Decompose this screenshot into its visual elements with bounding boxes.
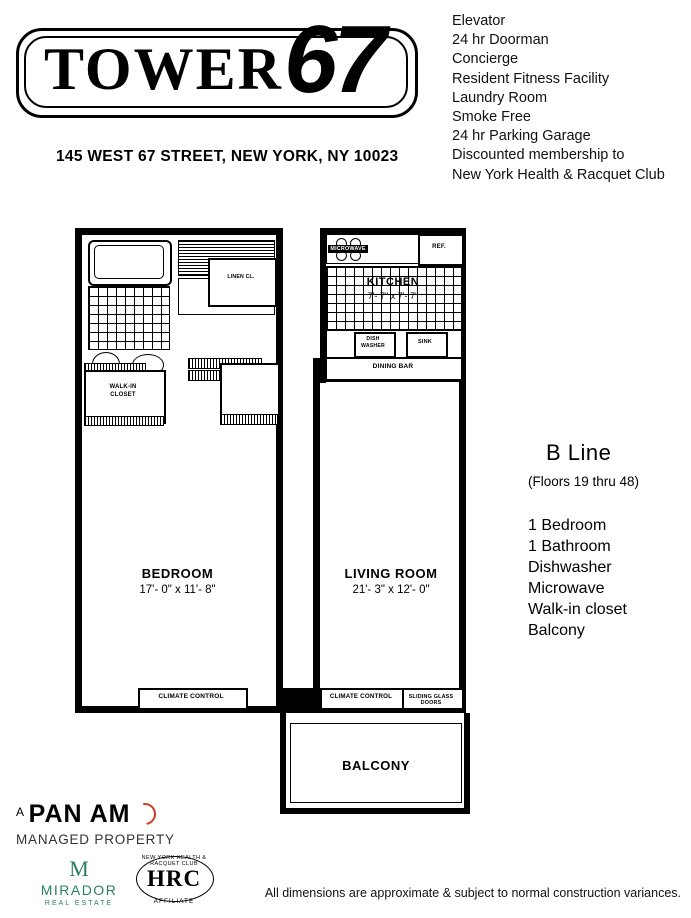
brand-header: [10, 6, 430, 165]
line-floors: (Floors 19 thru 48): [528, 474, 640, 489]
line-title: B Line: [546, 440, 612, 465]
wall-corridor-block: [276, 688, 320, 713]
microwave-label: MICROWAVE: [328, 245, 368, 253]
hrc-letters: HRC: [146, 866, 202, 891]
panam-a-letter: A: [16, 805, 25, 819]
amenity-item: Concierge: [452, 51, 519, 68]
living-room-dims: 21'- 3" x 12'- 0": [352, 584, 430, 596]
amenity-item: Laundry Room: [452, 89, 548, 106]
hrc-arc-text: NEW YORK HEALTH & RACQUET CLUB: [141, 855, 207, 867]
kitchen-sink-label: SINK: [418, 339, 432, 345]
dishwasher-label-2: WASHER: [361, 343, 385, 349]
amenity-item: 24 hr Parking Garage: [452, 128, 591, 145]
line-features-list: [528, 515, 688, 641]
balcony-label: [285, 758, 467, 773]
unit-line-info: [528, 440, 688, 641]
wall-living-left: [313, 358, 320, 713]
linen-closet-label: LINEN CL.: [227, 274, 255, 280]
living-room-label: [320, 566, 462, 596]
bedroom-name: BEDROOM: [141, 566, 214, 581]
mirador-logo: [34, 858, 124, 907]
hrc-logo: [126, 854, 222, 912]
amenity-item: Discounted membership to: [452, 147, 625, 164]
amenities-list: [452, 12, 688, 185]
feature-item: Dishwasher: [528, 559, 612, 576]
bedroom-label: [80, 566, 275, 596]
foyer-hatch-3: [220, 414, 278, 425]
logo-wordmark: TOWER: [44, 36, 283, 102]
building-address: 145 WEST 67 STREET, NEW YORK, NY 10023: [56, 148, 399, 165]
managed-property-text: MANAGED PROPERTY: [16, 832, 175, 847]
feature-item: Walk-in closet: [528, 601, 627, 618]
disclaimer-text: All dimensions are approximate & subject to normal construction variances.: [264, 886, 681, 900]
bathroom-floor-tile: [88, 286, 170, 350]
dining-bar-label: DINING BAR: [372, 363, 414, 370]
balcony-wall-bottom: [280, 808, 470, 814]
mirador-subtitle: REAL ESTATE: [44, 900, 114, 907]
kitchen-name: KITCHEN: [366, 276, 420, 288]
amenity-item: Smoke Free: [452, 109, 531, 126]
kitchen-sink-box: [406, 332, 448, 358]
feature-item: 1 Bathroom: [528, 538, 611, 555]
wall-left-outer: [75, 228, 82, 713]
climate-control-bedroom-label: CLIMATE CONTROL: [158, 693, 224, 700]
feature-item: 1 Bedroom: [528, 517, 607, 534]
linen-closet-box: [208, 258, 277, 307]
walkin-closet-label-1: WALK-IN: [109, 384, 137, 390]
amenity-item: Resident Fitness Facility: [452, 70, 610, 87]
bedroom-dims: 17'- 0" x 11'- 8": [139, 584, 216, 596]
kitchen-dims: 7'- 7" x 7'- 7": [367, 291, 419, 301]
panam-logo: [16, 800, 276, 830]
wall-bedroom-right-lower: [276, 388, 283, 713]
walkin-closet-label-2: CLOSET: [110, 392, 136, 398]
sliding-glass-doors-label: SLIDING GLASS DOORS: [408, 694, 454, 706]
bathtub-inner: [94, 245, 164, 279]
wall-top-left: [75, 228, 283, 235]
balcony-name: BALCONY: [342, 758, 410, 773]
dishwasher-label-1: DISH: [366, 336, 380, 342]
kitchen-label: [326, 276, 460, 301]
feature-item: Microwave: [528, 580, 605, 597]
footer-brands: [16, 800, 276, 907]
climate-control-living-label: CLIMATE CONTROL: [329, 693, 393, 700]
mirador-name: MIRADOR: [40, 882, 118, 898]
panam-wordmark: PAN AM: [28, 800, 131, 828]
amenity-item: 24 hr Doorman: [452, 32, 549, 49]
tower67-logo: [16, 6, 424, 120]
hrc-affiliate-text: AFFILIATE: [153, 898, 195, 905]
refrigerator-label: REF.: [432, 244, 446, 250]
mirador-mark-icon: M: [69, 856, 89, 881]
feature-item: Balcony: [528, 622, 585, 639]
amenity-item: Elevator: [452, 13, 506, 29]
floorplan-diagram: [70, 218, 480, 828]
amenity-item: New York Health & Racquet Club: [452, 166, 665, 183]
panam-arc-icon: [130, 799, 161, 830]
walkin-hatch-bottom: [84, 416, 164, 426]
living-room-name: LIVING ROOM: [344, 566, 438, 581]
partner-logos: [22, 855, 262, 918]
refrigerator-box: [418, 234, 464, 266]
logo-number: 67: [284, 6, 383, 113]
